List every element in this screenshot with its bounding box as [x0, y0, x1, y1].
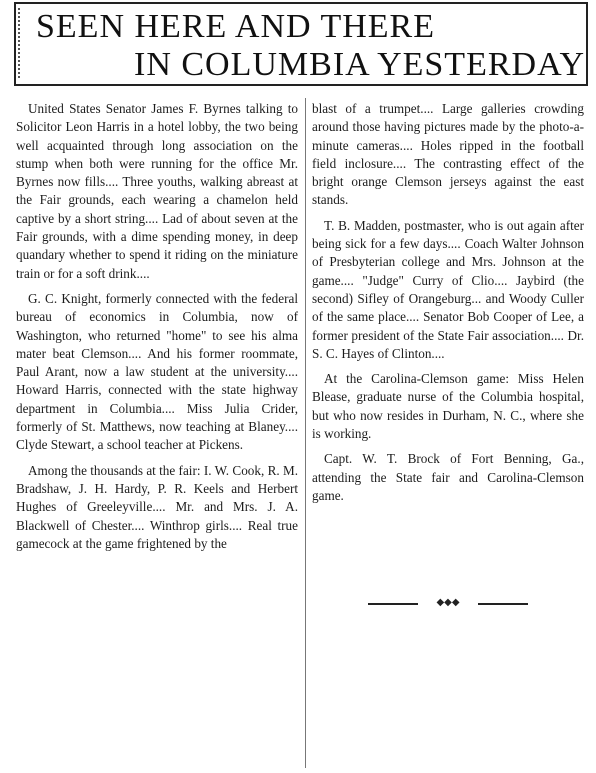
paragraph: Among the thousands at the fair: I. W. Cook, R. M. Bradshaw, J. H. Hardy, P. R. Keels and Herbert Hughes of Greeleyville.... Mr. and Mrs. J. A. Blackwell of Chester.... Winthrop girls.... Real true gamecock at the game frightened by the — [16, 462, 298, 551]
column-rule — [305, 98, 306, 768]
perforation-dots — [18, 8, 26, 78]
end-ornament: ◆◆◆ — [418, 598, 478, 608]
paragraph: T. B. Madden, postmaster, who is out again after being sick for a few days.... Coach Walter Johnson of Presbyterian college and Mrs. Johnson at the game.... "Judge" Curry of Clio.... Jaybird (the second) Sifley of Orangeburg... and Woody Culler of the same place.... Senator Bob Cooper of Lee, a former president of the State Fair association.... Dr. S. C. Hayes of Clinton.... — [312, 217, 584, 361]
paragraph: United States Senator James F. Byrnes talking to Solicitor Leon Harris in a hotel lobby, the two being well acquainted through long association on the stump when both were running for the office Mr. Byrnes now fills.... Three youths, walking abreast at the Fair grounds, each wearing a chamelon held captive by a short string.... Lad of about seven at the Fair grounds, with a dime spending money, in deep quandary whether to spend it riding on the miniature train or for a soft drink.... — [16, 101, 298, 281]
right-column — [312, 100, 584, 505]
paragraph: blast of a trumpet.... Large galleries crowding around those having pictures made by the photo-a-minute cameras.... Holes ripped in the football field inclosure.... The contrasting effect of the bright orange Clemson jerseys against the east stands. — [312, 101, 584, 208]
left-column — [16, 100, 298, 553]
paragraph: G. C. Knight, formerly connected with the federal bureau of economics in Columbia, now of Washington, who returned "home" to see his alma mater beat Clemson.... And his former roommate, Paul Arant, now a law student at the university.... Howard Harris, connected with the state highway department in Columbia.... Miss Julia Crider, formerly of St. Matthews, now teaching at Blaney.... Clyde Stewart, a school teacher at Pickens. — [16, 290, 298, 453]
headline-line-2: IN COLUMBIA YESTERDAY — [134, 46, 586, 83]
paragraph: At the Carolina-Clemson game: Miss Helen Blease, graduate nurse of the Columbia hospital, but who now resides in Durham, N. C., where she is working. — [312, 371, 584, 442]
paragraph: Capt. W. T. Brock of Fort Benning, Ga., attending the State fair and Carolina-Clemson game. — [312, 451, 584, 503]
headline-line-1: SEEN HERE AND THERE — [36, 8, 435, 45]
headline-box — [14, 2, 588, 86]
